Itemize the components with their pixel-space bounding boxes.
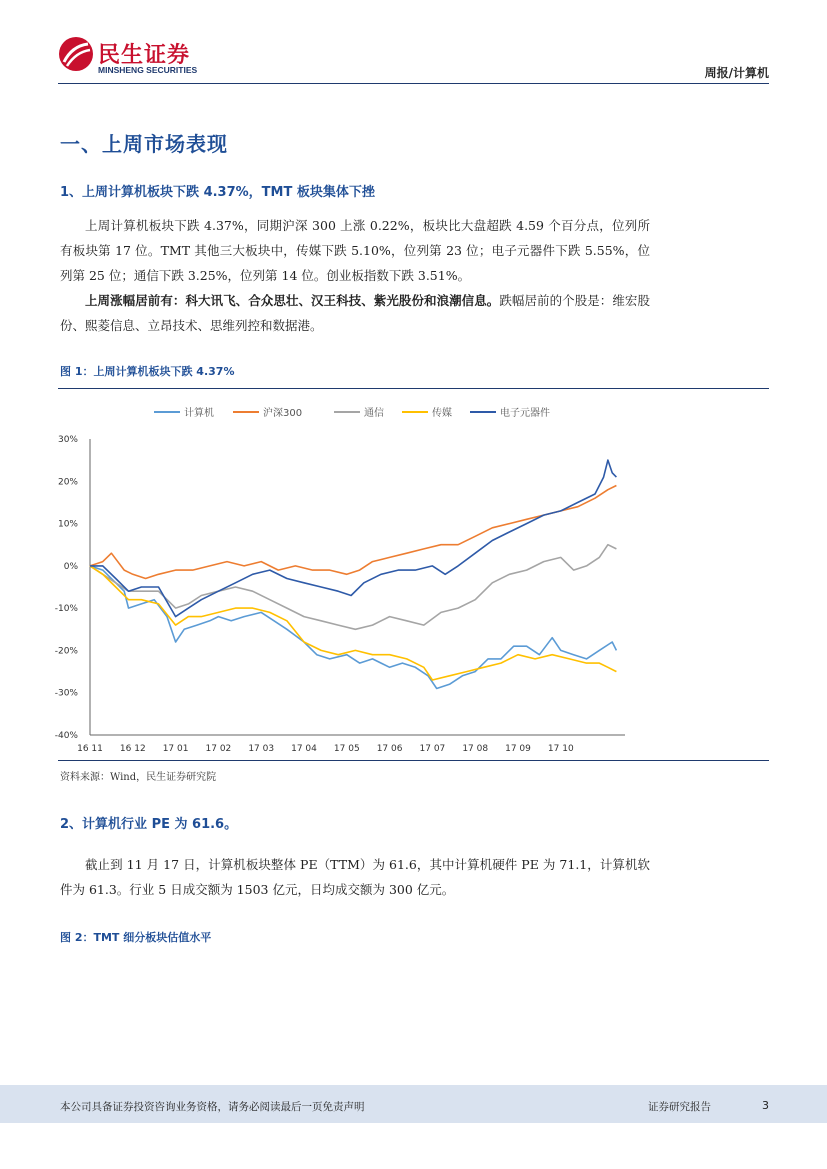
figure-source: 资料来源：Wind，民生证券研究院	[60, 772, 217, 783]
x-tick-label: 17 08	[462, 744, 489, 754]
legend-label: 计算机	[184, 408, 214, 419]
x-tick-label: 17 02	[205, 744, 232, 754]
logo-text-cn: 民生证券	[98, 43, 191, 68]
company-logo	[58, 36, 218, 80]
section-title: 一、上周市场表现	[60, 132, 228, 156]
legend-label: 传媒	[432, 408, 452, 419]
x-tick-label: 17 04	[291, 744, 317, 754]
chart-legend	[154, 406, 550, 419]
x-tick-label: 17 01	[162, 744, 189, 754]
legend-label: 电子元器件	[500, 408, 550, 419]
y-tick-label: -30%	[54, 688, 78, 699]
x-tick-label: 16 11	[77, 744, 103, 754]
x-tick-label: 17 10	[547, 744, 574, 754]
x-tick-label: 17 05	[333, 744, 360, 754]
x-tick-label: 17 06	[376, 744, 403, 754]
figure-2-title: 图 2：TMT 细分板块估值水平	[60, 931, 212, 944]
figure-1-title: 图 1：上周计算机板块下跌 4.37%	[60, 365, 235, 378]
figure-top-rule	[58, 388, 769, 389]
legend-label: 通信	[364, 408, 384, 419]
page-number: 3	[762, 1099, 769, 1112]
top-gainers-text: 上周涨幅居前有：科大讯飞、合众思壮、汉王科技、紫光股份和浪潮信息。	[85, 293, 500, 308]
series-line-计算机	[90, 566, 616, 689]
chart-axes	[55, 435, 625, 754]
paragraph-2	[60, 288, 650, 338]
line-chart	[54, 392, 769, 758]
chart-series	[90, 460, 616, 688]
y-tick-label: 0%	[63, 561, 78, 572]
y-tick-label: -40%	[54, 731, 78, 741]
y-tick-label: 30%	[57, 435, 78, 445]
market-summary-text	[60, 213, 650, 338]
y-tick-label: -10%	[54, 604, 78, 615]
y-tick-label: 10%	[57, 519, 78, 530]
x-tick-label: 16 12	[119, 744, 146, 754]
header-divider	[58, 83, 769, 84]
footer-disclaimer: 本公司具备证券投资咨询业务资格，请务必阅读最后一页免责声明	[60, 1101, 365, 1113]
figure-bottom-rule	[58, 760, 769, 761]
footer-report-type: 证券研究报告	[648, 1101, 711, 1113]
pe-summary-text	[60, 852, 650, 902]
top-losers-text: 跌幅居前的个股是：维宏股份、熙菱信息、立昂技术、思维列控和数据港。	[60, 293, 650, 333]
legend-label: 沪深300	[263, 408, 303, 419]
y-tick-label: 20%	[57, 477, 78, 488]
paragraph-3: 截止到 11 月 17 日，计算机板块整体 PE（TTM）为 61.6，其中计算机硬件 PE 为 71.1，计算机软件为 61.3。行业 5 日成交额为 1503 亿元，日均成交额为 300 亿元。	[60, 857, 650, 897]
report-tag: 周报/计算机	[704, 66, 769, 80]
logo-text-en: MINSHENG SECURITIES	[98, 65, 198, 75]
x-tick-label: 17 09	[505, 744, 531, 754]
series-line-电子元器件	[90, 460, 616, 616]
subsection-heading-2: 2、计算机行业 PE 为 61.6。	[60, 817, 238, 832]
x-tick-label: 17 03	[248, 744, 275, 754]
y-tick-label: -20%	[54, 646, 78, 657]
paragraph-1: 上周计算机板块下跌 4.37%，同期沪深 300 上涨 0.22%，板块比大盘超跌 4.59 个百分点，位列所有板块第 17 位。TMT 其他三大板块中，传媒下跌 5.10%，位列第 23 位；电子元器件下跌 5.55%，位列第 25 位；通信下跌 3.25%，位列第 14 位。创业板指数下跌 3.51%。	[60, 218, 650, 283]
subsection-heading-1: 1、上周计算机板块下跌 4.37%，TMT 板块集体下挫	[60, 185, 375, 200]
logo-emblem-icon	[58, 36, 94, 72]
x-tick-label: 17 07	[419, 744, 446, 754]
